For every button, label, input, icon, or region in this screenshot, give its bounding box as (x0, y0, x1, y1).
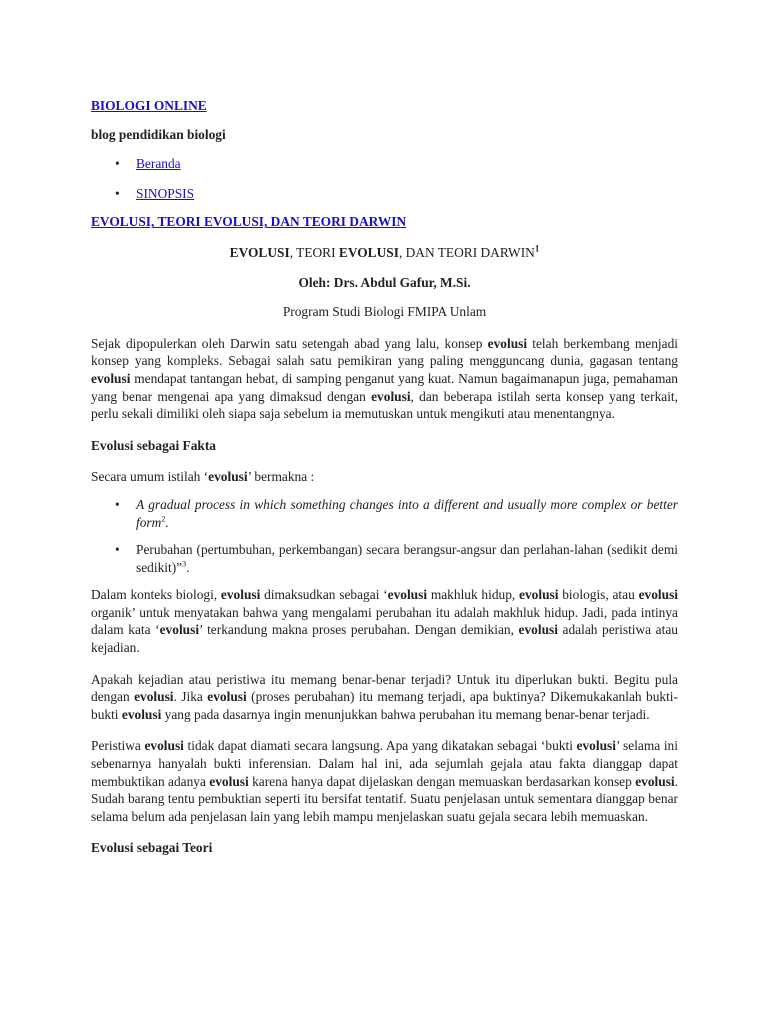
blog-nav (91, 155, 678, 202)
term-evolusi: evolusi (576, 738, 616, 754)
heading-word: EVOLUSI (229, 244, 290, 260)
definition-list (91, 496, 678, 576)
section-heading-fakta: Evolusi sebagai Fakta (91, 437, 217, 453)
document-heading (91, 244, 678, 262)
term-evolusi: evolusi (208, 469, 248, 485)
term-evolusi: evolusi (91, 370, 131, 386)
term-evolusi: evolusi (207, 689, 247, 705)
term-evolusi: evolusi (121, 706, 162, 722)
heading-text: , TEORI (289, 244, 339, 260)
term-evolusi: evolusi (519, 587, 559, 603)
definition-item-indonesian: • Perubahan (pertumbuhan, perkembangan) secara berangsur-angsur dan perlahan-lahan (sedikit demi sedikit)”$^3$. (91, 541, 678, 576)
nav-item-sinopsis (91, 185, 678, 203)
author-line: Oleh: Drs. Abdul Gafur, M.Si. (298, 274, 471, 290)
term-evolusi: evolusi (144, 738, 184, 754)
paragraph-intro: Sejak dipopulerkan oleh Darwin satu setengah abad yang lalu, konsep evolusi telah berkembang menjadi konsep yang kompleks. Sebagai salah satu pemikiran yang paling mengguncang dunia, gagasan tentang evolusi mendapat tantangan hebat, di samping penganut yang kuat. Namun bagaimanapun juga, pemahaman yang benar mengenai apa yang dimaksud dengan evolusi, dan beberapa istilah serta konsep yang terkait, perlu sekali dimiliki oleh siapa saja sebelum ia memutuskan untuk mengikuti atau menentangnya. (91, 335, 678, 422)
term-evolusi: evolusi (159, 622, 200, 638)
nav-link-sinopsis[interactable]: SINOPSIS (136, 185, 195, 201)
post-title-link[interactable]: EVOLUSI, TEORI EVOLUSI, DAN TEORI DARWIN (91, 214, 407, 230)
term-evolusi: evolusi (220, 587, 261, 603)
footnote-ref[interactable]: 1 (534, 243, 540, 254)
paragraph-inference: Peristiwa evolusi tidak dapat diamati secara langsung. Apa yang dikatakan sebagai ‘bukti evolusi’ selama ini sebenarnya hanyalah bukti inferensian. Dalam hal ini, ada sejumlah gejala atau fakta dianggap dapat membuktikan adanya evolusi karena hanya dapat dijelaskan dengan memuaskan berdasarkan konsep evolusi. Sudah barang tentu pembuktian seperti itu bersifat tentatif. Suatu penjelasan untuk sementara dianggap benar selama belum ada penjelasan lain yang lebih mampu menjelaskan suatu gejala secara lebih memuaskan. (91, 738, 678, 824)
heading-word: EVOLUSI (338, 244, 399, 260)
term-evolusi: evolusi (518, 622, 558, 638)
term-evolusi: evolusi (209, 773, 249, 789)
term-evolusi: evolusi (635, 773, 675, 789)
nav-item-beranda (91, 155, 678, 173)
footnote-ref[interactable]: 2 (161, 514, 166, 524)
definition-item-english: • A gradual process in which something changes into a different and usually more complex or better form$^2$. (91, 496, 678, 531)
blog-tagline: blog pendidikan biologi (91, 126, 226, 142)
affiliation-line: Program Studi Biologi FMIPA Unlam (282, 304, 487, 320)
paragraph-definition-intro: Secara umum istilah ‘evolusi’ bermakna : (91, 469, 315, 485)
blog-title-link[interactable]: BIOLOGI ONLINE (91, 98, 207, 113)
term-evolusi: evolusi (134, 689, 174, 705)
term-evolusi: evolusi (387, 587, 428, 603)
term-evolusi: evolusi (487, 335, 528, 351)
section-heading-teori: Evolusi sebagai Teori (91, 840, 213, 856)
nav-link-beranda[interactable]: Beranda (136, 156, 181, 172)
paragraph-biology-context: Dalam konteks biologi, evolusi dimaksudkan sebagai ‘evolusi makhluk hidup, evolusi biologis, atau evolusi organik’ untuk menyatakan bahwa yang mengalami perubahan itu adalah makhluk hidup. Jadi, pada intinya dalam kata ‘evolusi’ terkandung makna proses perubahan. Dengan demikian, evolusi adalah peristiwa atau kejadian. (91, 587, 678, 656)
heading-text: , DAN TEORI DARWIN (398, 244, 535, 260)
term-evolusi: evolusi (371, 388, 411, 404)
document-content (91, 97, 678, 857)
footnote-ref[interactable]: 3 (182, 559, 187, 569)
term-evolusi: evolusi (638, 587, 678, 603)
paragraph-evidence: Apakah kejadian atau peristiwa itu memang benar-benar terjadi? Untuk itu diperlukan bukti. Begitu pula dengan evolusi. Jika evolusi (proses perubahan) itu memang terjadi, apa buktinya? Dikemukakanlah bukti-bukti evolusi yang pada dasarnya ingin menunjukkan bahwa perubahan itu memang benar-benar terjadi. (91, 671, 678, 722)
